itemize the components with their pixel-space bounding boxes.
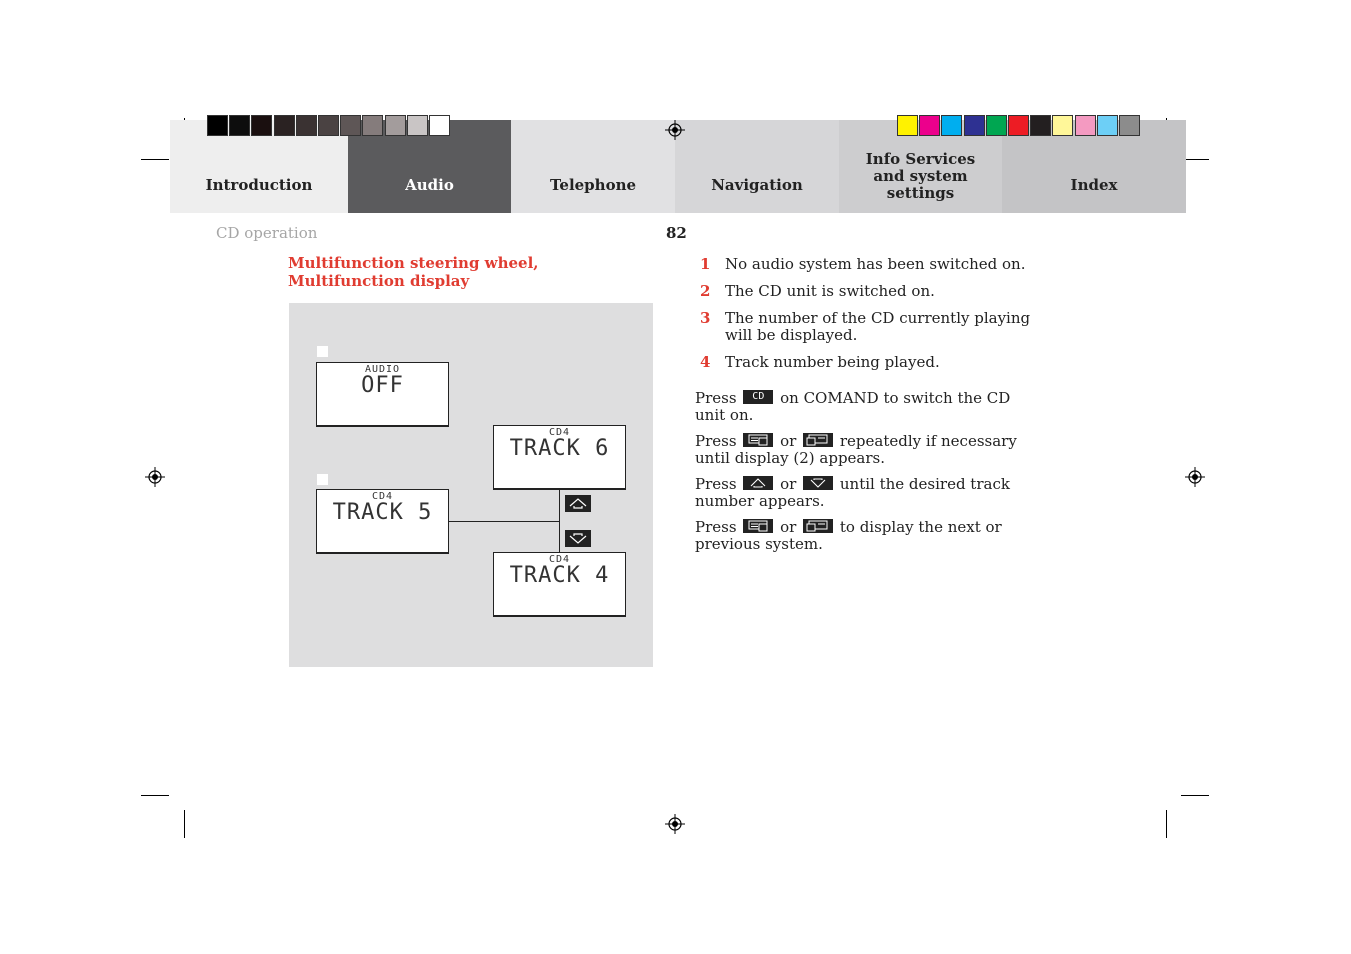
display-track-4 bbox=[493, 552, 626, 617]
color-swatch bbox=[251, 115, 272, 136]
display-track-4-value: TRACK 4 bbox=[509, 563, 610, 588]
previous-system-button-icon bbox=[803, 519, 833, 533]
or-word: or bbox=[780, 432, 797, 450]
color-swatch bbox=[429, 115, 450, 136]
legend-number: 1 bbox=[700, 255, 711, 273]
or-word: or bbox=[780, 475, 797, 493]
legend-number: 4 bbox=[700, 353, 711, 371]
color-swatch bbox=[207, 115, 228, 136]
display-audio-value: OFF bbox=[361, 373, 404, 398]
page-number: 82 bbox=[666, 224, 687, 242]
color-swatch bbox=[897, 115, 918, 136]
tab-index-label: Index bbox=[1070, 176, 1118, 194]
tab-introduction-label: Introduction bbox=[205, 176, 313, 194]
press-word: Press bbox=[695, 518, 737, 536]
press-word: Press bbox=[695, 432, 737, 450]
color-swatch bbox=[1097, 115, 1118, 136]
previous-system-button-icon bbox=[803, 433, 833, 447]
legend-item bbox=[700, 256, 1045, 273]
display-track-5-cd: CD4 bbox=[371, 491, 394, 502]
tab-navigation[interactable] bbox=[675, 120, 839, 213]
arrow-up-button-icon bbox=[565, 495, 591, 512]
tab-navigation-label: Navigation bbox=[711, 176, 803, 194]
tab-telephone-label: Telephone bbox=[549, 176, 637, 194]
color-swatch bbox=[1008, 115, 1029, 136]
instruction-text: until the desired track number appears. bbox=[695, 475, 1010, 510]
display-track-4-cd: CD4 bbox=[548, 554, 571, 565]
color-swatch bbox=[1119, 115, 1140, 136]
instruction-text: to display the next or previous system. bbox=[695, 518, 1002, 553]
legend-text: The CD unit is switched on. bbox=[725, 282, 935, 300]
color-swatch bbox=[919, 115, 940, 136]
color-swatch bbox=[362, 115, 383, 136]
registration-mark-icon bbox=[1185, 467, 1205, 487]
color-swatch bbox=[964, 115, 985, 136]
display-audio-off bbox=[316, 362, 449, 427]
cd-button: CD bbox=[743, 390, 773, 404]
section-title: CD operation bbox=[216, 224, 318, 242]
instruction-text: on COMAND to switch the CD unit on. bbox=[695, 389, 1011, 424]
display-track-6-value: TRACK 6 bbox=[509, 436, 610, 461]
color-swatch bbox=[318, 115, 339, 136]
registration-mark-icon bbox=[145, 467, 165, 487]
tab-info-services-label: Info Services and system settings bbox=[865, 150, 976, 202]
crop-mark bbox=[1181, 795, 1209, 796]
instruction-system bbox=[695, 433, 1040, 467]
section-heading: Multifunction steering wheel, Multifunction display bbox=[288, 254, 539, 290]
color-swatch bbox=[296, 115, 317, 136]
display-figure bbox=[289, 303, 653, 667]
connector-line bbox=[449, 521, 560, 522]
next-system-button-icon bbox=[743, 433, 773, 447]
registration-mark-icon bbox=[665, 814, 685, 834]
crop-mark bbox=[184, 810, 185, 838]
legend-item bbox=[700, 283, 1045, 300]
instruction-cd bbox=[695, 390, 1040, 424]
color-swatch bbox=[229, 115, 250, 136]
legend-text: Track number being played. bbox=[725, 353, 940, 371]
instruction-next-previous bbox=[695, 519, 1040, 553]
display-audio-label: AUDIO bbox=[364, 364, 401, 375]
legend-item bbox=[700, 354, 1045, 371]
display-track-5 bbox=[316, 489, 449, 554]
instruction-track bbox=[695, 476, 1040, 510]
arrow-up-button-icon bbox=[743, 476, 773, 490]
crop-mark bbox=[141, 795, 169, 796]
display-track-6 bbox=[493, 425, 626, 490]
press-word: Press bbox=[695, 389, 737, 407]
color-swatch bbox=[941, 115, 962, 136]
callout-marker-2 bbox=[317, 474, 328, 485]
color-swatch bbox=[1030, 115, 1051, 136]
or-word: or bbox=[780, 518, 797, 536]
color-swatch bbox=[1075, 115, 1096, 136]
instruction-text: repeatedly if necessary until display (2) appears. bbox=[695, 432, 1017, 467]
color-swatch bbox=[340, 115, 361, 136]
color-swatch bbox=[385, 115, 406, 136]
instructions bbox=[695, 390, 1040, 553]
legend-list bbox=[700, 256, 1045, 371]
legend-number: 3 bbox=[700, 309, 711, 327]
crop-mark bbox=[141, 159, 169, 160]
press-word: Press bbox=[695, 475, 737, 493]
color-swatch bbox=[986, 115, 1007, 136]
color-swatch bbox=[274, 115, 295, 136]
legend-text: No audio system has been switched on. bbox=[725, 255, 1026, 273]
arrow-down-button-icon bbox=[565, 530, 591, 547]
color-swatch bbox=[407, 115, 428, 136]
legend-item bbox=[700, 310, 1045, 344]
display-track-5-value: TRACK 5 bbox=[332, 500, 433, 525]
legend-text: The number of the CD currently playing will be displayed. bbox=[725, 309, 1031, 344]
legend-number: 2 bbox=[700, 282, 711, 300]
connector-line bbox=[559, 490, 560, 552]
registration-mark-icon bbox=[665, 120, 685, 140]
crop-mark bbox=[1166, 810, 1167, 838]
color-swatch bbox=[1052, 115, 1073, 136]
display-track-6-cd: CD4 bbox=[548, 427, 571, 438]
tab-telephone[interactable] bbox=[511, 120, 675, 213]
arrow-down-button-icon bbox=[803, 476, 833, 490]
callout-marker-1 bbox=[317, 346, 328, 357]
tab-audio-label: Audio bbox=[405, 176, 454, 194]
next-system-button-icon bbox=[743, 519, 773, 533]
